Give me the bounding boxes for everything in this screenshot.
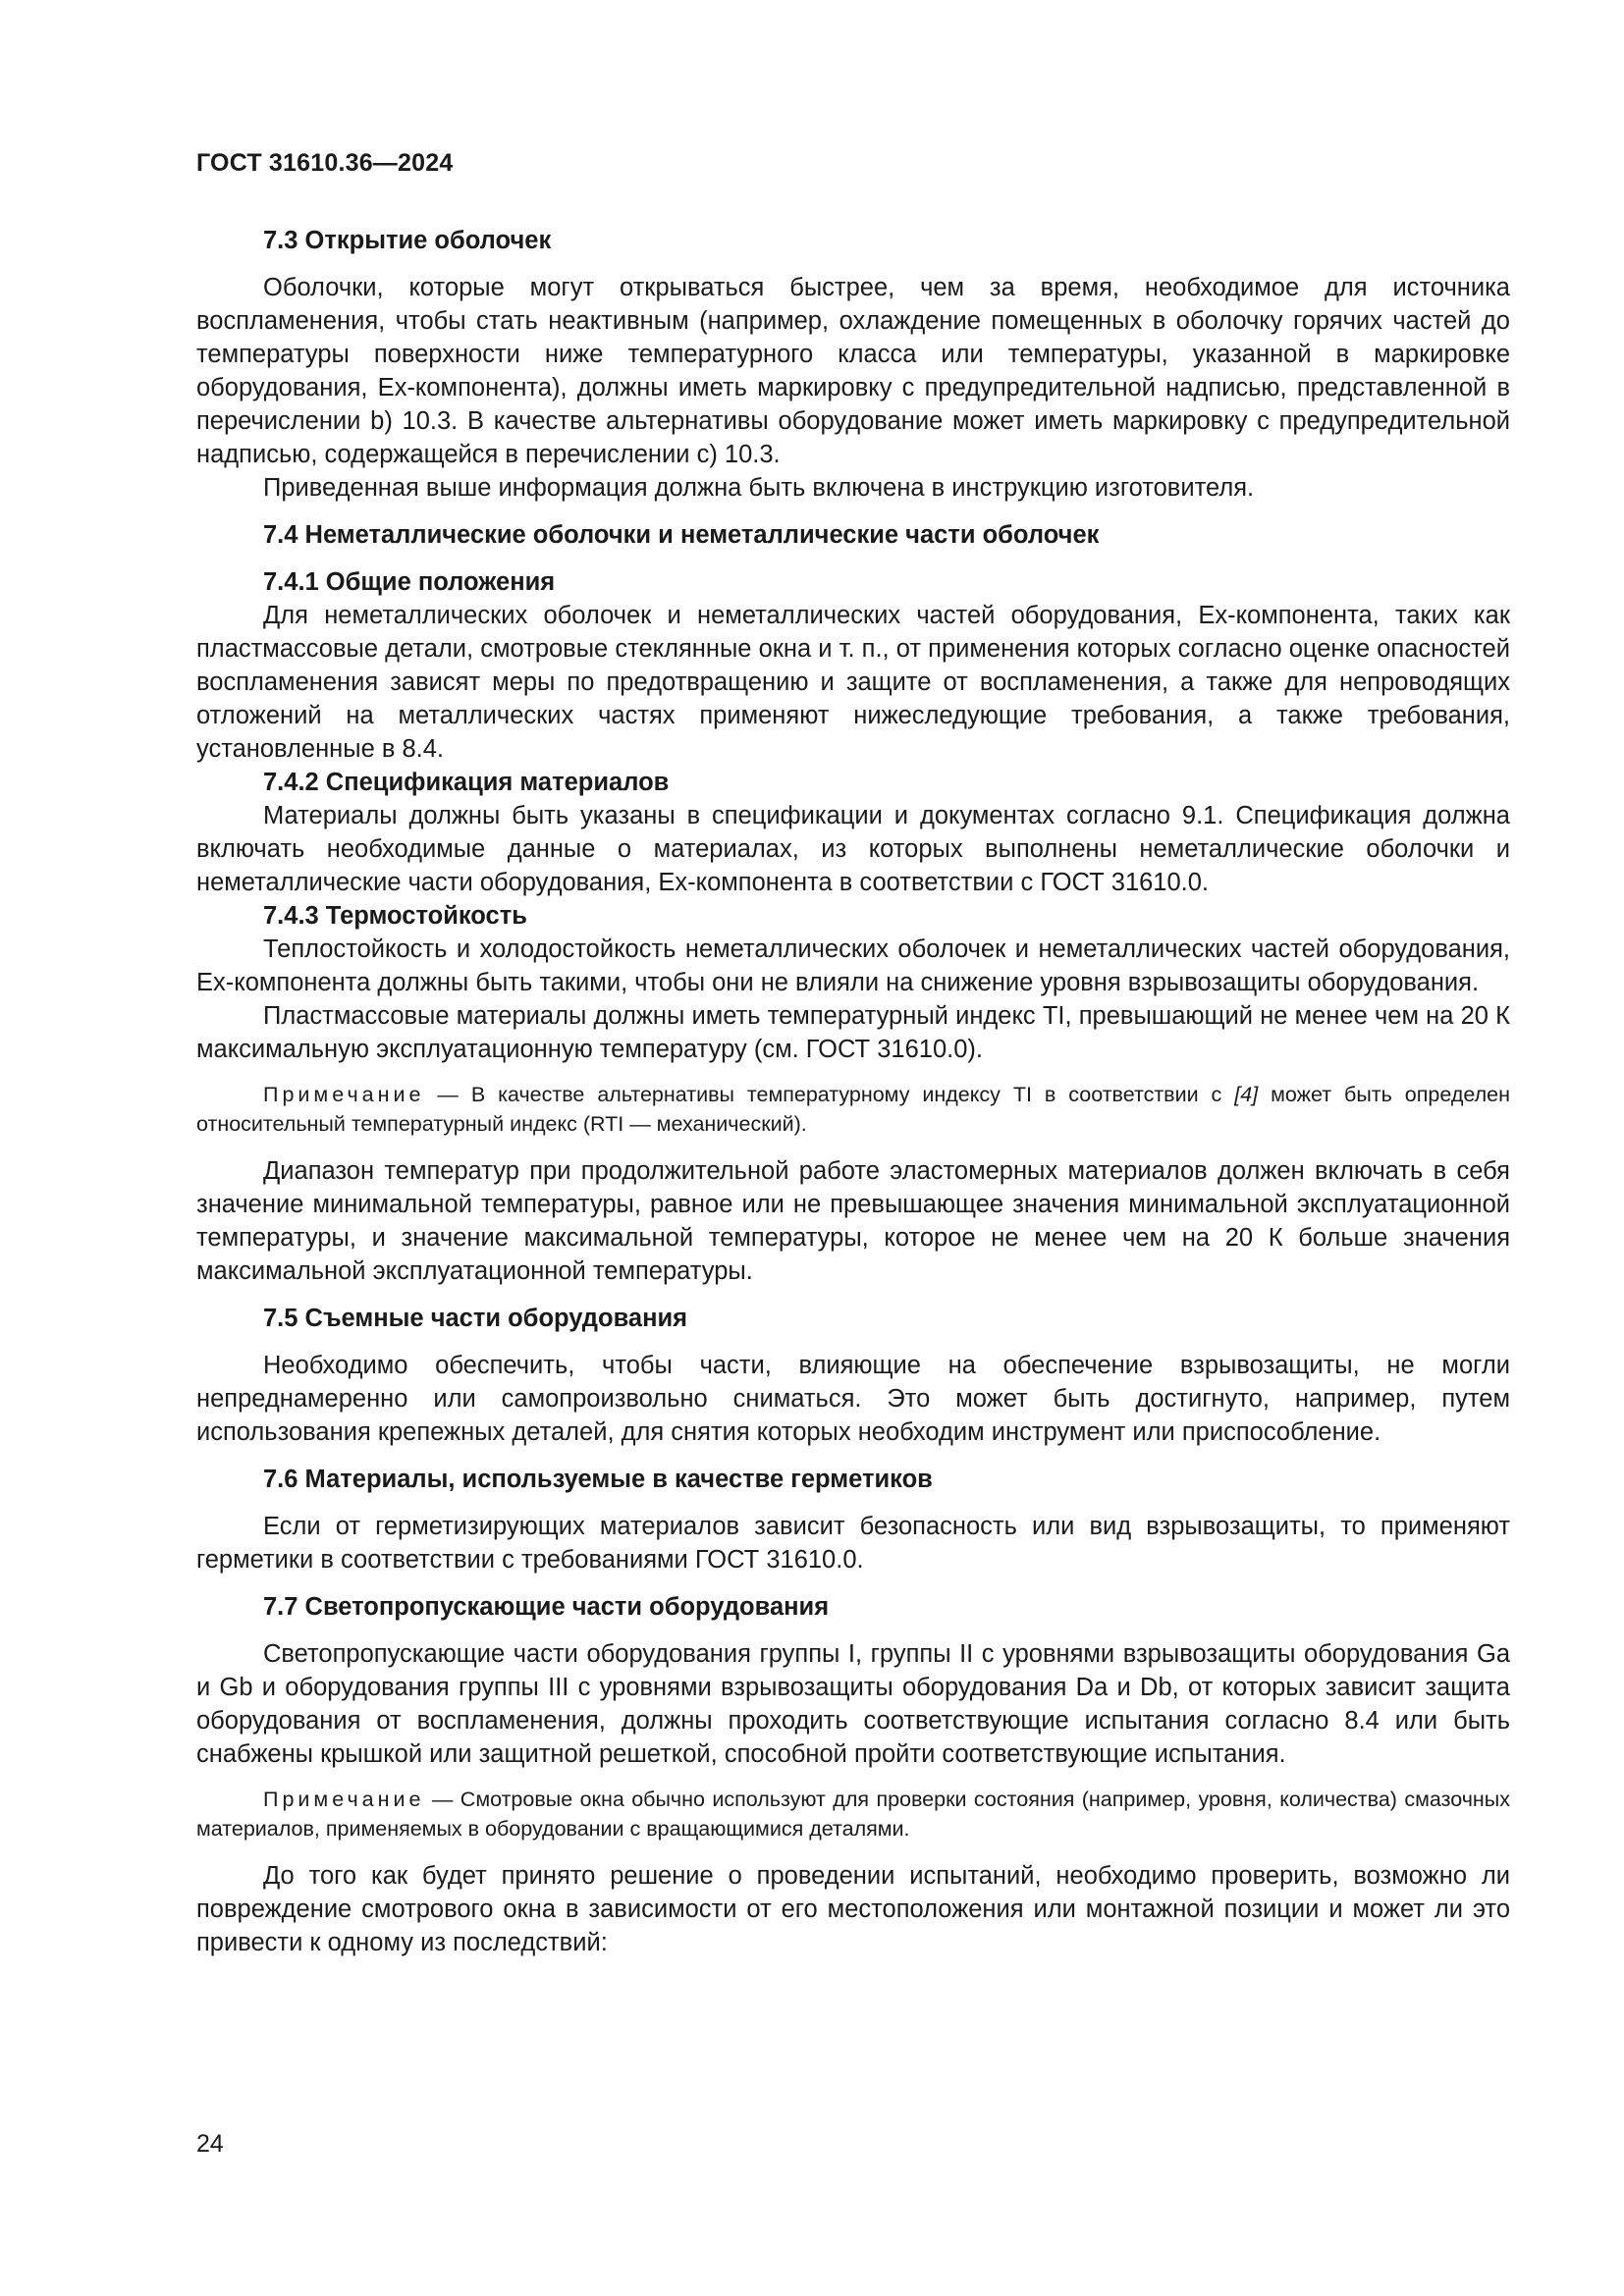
note-text-b: может быть определен относительный температурный индекс (RTI — механический). [196, 1083, 1510, 1136]
note-rti [196, 1080, 1510, 1139]
note-sight-glass [196, 1785, 1510, 1843]
section-7-4-3-paragraph-2: Пластмассовые материалы должны иметь температурный индекс TI, превышающий не менее чем на 20 К максимальную эксплуатационную температуру (см. ГОСТ 31610.0). [196, 1002, 1510, 1063]
section-7-4-1-heading: 7.4.1 Общие положения [263, 568, 556, 596]
section-7-5-paragraph: Необходимо обеспечить, чтобы части, влияющие на обеспечение взрывозащиты, не могли непреднамеренно или самопроизвольно сниматься. Это может быть достигнуто, например, путем использования крепежных деталей, для снятия которых необходим инструмент или приспособление. [196, 1352, 1510, 1446]
section-7-6-paragraph: Если от герметизирующих материалов зависит безопасность или вид взрывозащиты, то применяют герметики в соответствии с требованиями ГОСТ 31610.0. [196, 1513, 1510, 1574]
note-text: — Смотровые окна обычно используют для проверки состояния (например, уровня, количества) смазочных материалов, применяемых в оборудовании с вращающимися деталями. [196, 1788, 1510, 1841]
section-7-7-heading: 7.7 Светопропускающие части оборудования [263, 1593, 830, 1621]
note-label: Примечание [263, 1788, 425, 1811]
section-7-3-paragraph-2: Приведенная выше информация должна быть включена в инструкцию изготовителя. [263, 474, 1255, 502]
document-id-header: ГОСТ 31610.36—2024 [196, 149, 454, 177]
section-7-3-paragraph-1: Оболочки, которые могут открываться быстрее, чем за время, необходимое для источника воспламенения, чтобы стать неактивным (например, охлаждение помещенных в оболочку горячих частей до температуры поверхности ниже температурного класса или температуры, указанной в маркировке оборудования, Ех-компонента), должны иметь маркировку с предупредительной надписью, представленной в перечислении b) 10.3. В качестве альтернативы оборудование может иметь маркировку с предупредительной надписью, содержащейся в перечислении с) 10.3. [196, 274, 1510, 468]
section-7-3-heading: 7.3 Открытие оболочек [263, 227, 552, 254]
section-7-6-heading: 7.6 Материалы, используемые в качестве герметиков [263, 1466, 933, 1493]
section-7-5-heading: 7.5 Съемные части оборудования [263, 1305, 688, 1332]
section-7-4-3-paragraph-1: Теплостойкость и холодостойкость неметаллических оболочек и неметаллических частей оборудования, Ех-компонента должны быть такими, чтобы они не влияли на снижение уровня взрывозащиты оборудования. [196, 935, 1510, 996]
section-7-7-paragraph-1: Светопропускающие части оборудования группы I, группы II с уровнями взрывозащиты оборудования Ga и Gb и оборудования группы III с уровнями взрывозащиты оборудования Da и Db, от которых зависит защита оборудования от воспламенения, должны проходить соответствующие испытания согласно 8.4 или быть снабжены крышкой или защитной решеткой, способной пройти соответствующие испытания. [196, 1640, 1510, 1768]
note-text-a: — В качестве альтернативы температурному индексу TI в соответствии с [424, 1083, 1235, 1106]
section-7-4-3-heading: 7.4.3 Термостойкость [263, 902, 527, 930]
section-7-4-3-paragraph-3: Диапазон температур при продолжительной работе эластомерных материалов должен включать в себя значение минимальной температуры, равное или не превышающее значения минимальной эксплуатационной температуры, и значение максимальной температуры, которое не менее чем на 20 К больше значения максимальной эксплуатационной температуры. [196, 1157, 1510, 1285]
section-7-4-2-heading: 7.4.2 Спецификация материалов [263, 769, 670, 796]
section-7-7-paragraph-2: До того как будет принято решение о проведении испытаний, необходимо проверить, возможно ли повреждение смотрового окна в зависимости от его местоположения или монтажной позиции и может ли это привести к одному из последствий: [196, 1862, 1510, 1956]
section-7-4-1-paragraph: Для неметаллических оболочек и неметаллических частей оборудования, Ех-компонента, таких как пластмассовые детали, смотровые стеклянные окна и т. п., от применения которых согласно оценке опасностей воспламенения зависят меры по предотвращению и защите от воспламенения, а также для непроводящих отложений на металлических частях применяют нижеследующие требования, а также требования, установленные в 8.4. [196, 602, 1510, 763]
section-7-4-2-paragraph: Материалы должны быть указаны в спецификации и документах согласно 9.1. Спецификация должна включать необходимые данные о материалах, из которых выполнены неметаллические оболочки и неметаллические части оборудования, Ех-компонента в соответствии с ГОСТ 31610.0. [196, 802, 1510, 896]
page-number: 24 [196, 2130, 224, 2158]
section-7-4-heading: 7.4 Неметаллические оболочки и неметаллические части оболочек [263, 521, 1100, 549]
document-body [196, 224, 1510, 1959]
note-reference: [4] [1234, 1083, 1259, 1106]
note-label: Примечание [263, 1083, 425, 1106]
